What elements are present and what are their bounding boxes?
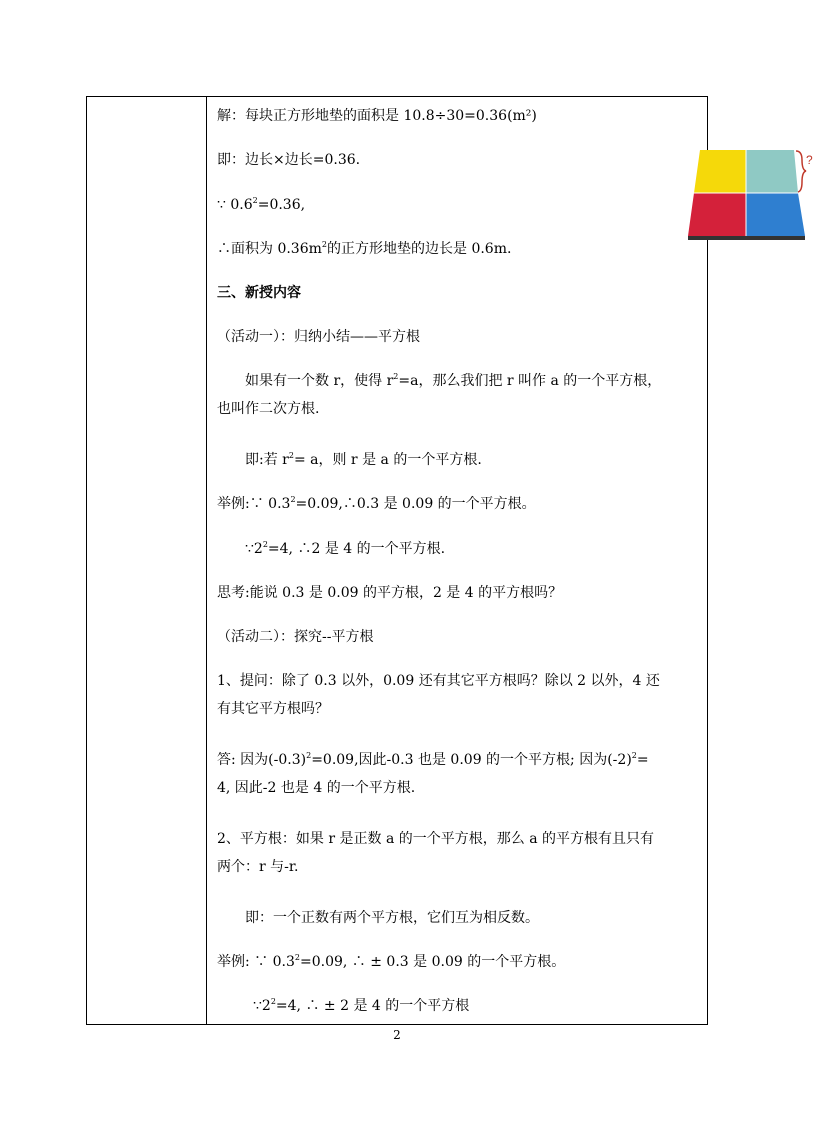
section-title: 三、新授内容 — [217, 285, 301, 301]
question-line-1: 1、提问：除了 0.3 以外，0.09 还有其它平方根吗？除以 2 以外，4 还 — [217, 673, 660, 689]
side-length-line: 即：边长×边长=0.36. — [217, 152, 361, 168]
therefore-line: ∴面积为 $0.36m^2$的正方形地垫的边长是 0.6m. — [217, 240, 512, 257]
because-line: ∵ $0.6^2=0.36$, — [217, 196, 306, 213]
definition-line-1: 如果有一个数 r，使得 $r^2=a$，那么我们把 r 叫作 a 的一个平方根， — [245, 372, 662, 389]
example-line-2: $\because 2^2=4$, ∴2 是 4 的一个平方根. — [245, 540, 446, 557]
page-number: 2 — [393, 1028, 401, 1042]
yellow-tile — [694, 150, 746, 193]
square-root-def-line-1: 2、平方根：如果 r 是正数 a 的一个平方根，那么 a 的平方根有且只有 — [217, 831, 654, 847]
content-cell — [208, 97, 813, 1024]
square-root-def-line-2: 两个：r 与-r. — [217, 859, 299, 875]
solution-line: 解：每块正方形地垫的面积是 10.8÷30=0.36(m²) — [217, 108, 537, 124]
definition-line-2: 也叫作二次方根. — [217, 401, 320, 417]
square-mats-figure — [688, 148, 813, 243]
ji-two-line: 即：一个正数有两个平方根，它们互为相反数。 — [245, 910, 539, 926]
think-line: 思考:能说 0.3 是 0.09 的平方根，2 是 4 的平方根吗？ — [217, 585, 563, 601]
answer-line-2: 4, 因此-2 也是 4 的一个平方根. — [217, 780, 416, 796]
lesson-table — [86, 96, 813, 1025]
example-line-3: 举例: ∵ $0.3^2=0.09$, ∴ ± 0.3 是 0.09 的一个平方根。 — [217, 953, 566, 970]
activity-two-title: （活动二）：探究--平方根 — [217, 629, 374, 645]
activity-one-title: （活动一）：归纳小结——平方根 — [217, 329, 420, 345]
red-tile — [688, 193, 746, 236]
example-line-4: $\because 2^2=4$, ∴ ± 2 是 4 的一个平方根 — [253, 997, 470, 1014]
mat-shadow — [688, 236, 805, 240]
question-mark: ? — [806, 153, 813, 167]
left-column-cell — [87, 97, 207, 1024]
teal-tile — [746, 150, 798, 193]
blue-tile — [746, 193, 805, 236]
example-line-1: 举例:∵ $0.3^2=0.09,\therefore 0.3$ 是 0.09 的一个平方根。 — [217, 495, 536, 512]
answer-line-1: 答: 因为$(-0.3)^2=0.09$,因此-0.3 也是 0.09 的一个平方根; 因为$(-2)^2=$ — [217, 751, 649, 768]
brace-icon — [796, 151, 806, 192]
question-line-2: 有其它平方根吗？ — [217, 701, 329, 717]
ji-line: 即:若 $r^2= a$，则 r 是 a 的一个平方根. — [245, 451, 482, 468]
